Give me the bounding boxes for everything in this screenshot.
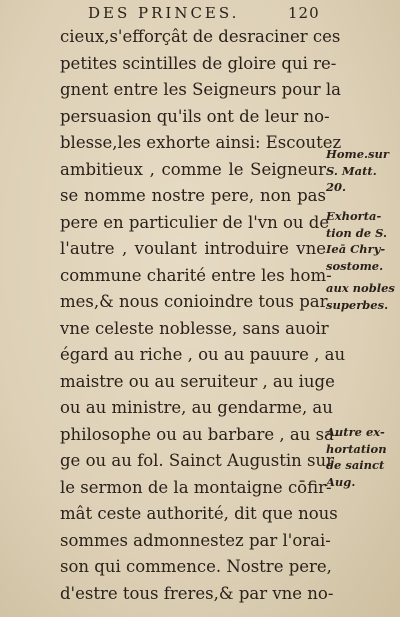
text-line: ambitieux , comme le Seigneur — [60, 159, 326, 179]
marginal-note-line: hortation — [326, 441, 387, 456]
marginal-note-line: S. Matt. — [326, 163, 377, 178]
text-line: vne celeste noblesse, sans auoir — [60, 318, 329, 338]
text-line: philosophe ou au barbare , au sa- — [60, 424, 340, 444]
marginal-note-line: Exhorta- — [326, 209, 382, 223]
text-line: se nomme nostre pere, non pas — [60, 186, 326, 205]
marginal-note-line: tion de S. — [326, 225, 387, 240]
marginal-note-line: aux nobles — [326, 281, 395, 295]
text-line: égard au riche , ou au pauure , au — [60, 345, 346, 364]
marginal-note — [326, 208, 387, 274]
text-line: ge ou au fol. Sainct Augustin sur — [60, 451, 335, 470]
marginal-note-line: 20. — [326, 180, 347, 194]
marginal-note — [326, 424, 387, 490]
text-line: mes,& nous conioindre tous par — [60, 292, 328, 311]
text-line: cieux,s'efforçât de desraciner ces — [60, 27, 341, 46]
text-line: blesse,les exhorte ainsi: Escoutez — [60, 133, 342, 152]
text-line: l'autre , voulant introduire vne — [60, 239, 326, 258]
page-number: 120 — [288, 4, 320, 22]
marginal-note-line: sostome. — [326, 258, 384, 273]
running-head-title: DES PRINCES. — [88, 4, 240, 22]
text-line: petites scintilles de gloire qui re- — [60, 53, 337, 73]
marginal-note-line: Home.sur — [326, 147, 389, 161]
text-line: commune charité entre les hom- — [60, 265, 332, 285]
marginal-note-line: superbes. — [326, 297, 389, 312]
text-line: gnent entre les Seigneurs pour la — [60, 80, 342, 99]
text-line: maistre ou au seruiteur , au iuge — [60, 371, 335, 391]
text-line: d'estre tous freres,& par vne no- — [60, 583, 334, 603]
running-head — [88, 4, 328, 22]
marginal-note-line: Ieā Chry- — [326, 242, 386, 256]
marginal-note-line: Aug. — [326, 474, 356, 489]
text-line: son qui commence. Nostre pere, — [60, 557, 332, 576]
text-line: pere en particulier de l'vn ou de — [60, 212, 330, 232]
marginal-note-line: Autre ex- — [326, 425, 385, 439]
text-line: ou au ministre, au gendarme, au — [60, 398, 333, 417]
text-line: le sermon de la montaigne cōfir- — [60, 477, 332, 497]
text-line: mât ceste authorité, dit que nous — [60, 504, 338, 523]
text-line: sommes admonnestez par l'orai- — [60, 530, 331, 550]
marginal-note — [326, 280, 395, 313]
text-line: persuasion qu'ils ont de leur no- — [60, 106, 330, 126]
marginal-note — [326, 146, 389, 196]
marginal-note-line: de sainct — [326, 458, 385, 472]
